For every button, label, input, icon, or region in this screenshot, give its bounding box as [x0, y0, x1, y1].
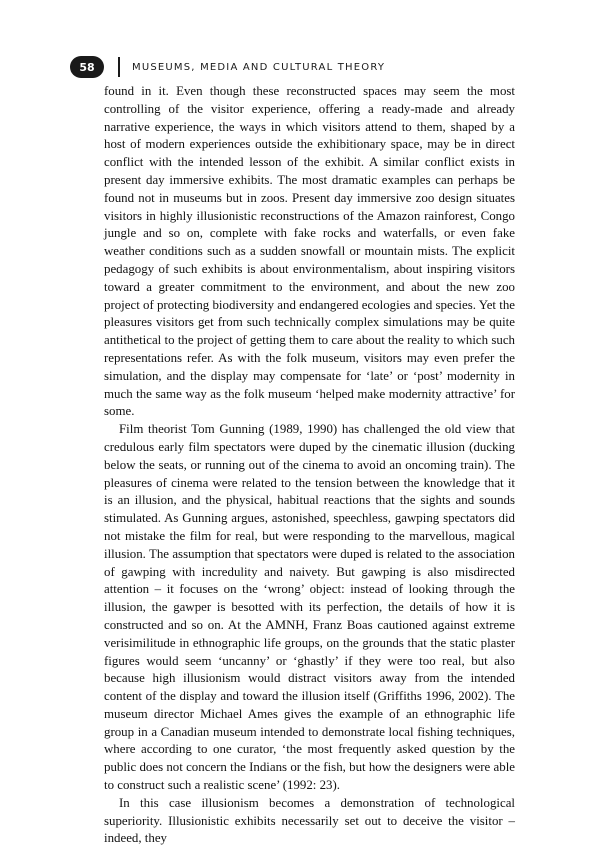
running-title: MUSEUMS, MEDIA AND CULTURAL THEORY	[132, 61, 386, 73]
running-header	[70, 55, 385, 79]
paragraph: In this case illusionism becomes a demonstration of technological superiority. Illusionistic exhibits necessarily set out to deceive the visitor – indeed, they	[104, 795, 515, 846]
paragraph: Film theorist Tom Gunning (1989, 1990) has challenged the old view that credulous early film spectators were duped by the cinematic illusion (ducking below the seats, or running out of the cinema to avoid an oncoming train). The pleasures of cinema were related to the tension between the knowledge that it is an illusion, and the physical, habitual reactions that the sights and sounds stimulated. As Gunning argues, astonished, speechless, gawping spectators did not mistake the film for real, but were responding to the marvellous, magical illusion. The assumption that spectators were duped is related to the association of gawping with incredulity and naivety. But gawping is also misdirected attention – it focuses on the ‘wrong’ object: instead of looking through the illusion, the gawper is besotted with its perfection, the details of how it is constructed and so on. At the AMNH, Franz Boas cautioned against extreme verisimilitude in ethnographic life groups, on the grounds that the static plaster figures would seem ‘uncanny’ or ‘ghastly’ if they were too real, but also because high illusionism would distract visitors away from the intended content of the display and toward the illusion itself (Griffiths 1996, 2002). The museum director Michael Ames gives the example of an ethnographic life group in a Canadian museum intended to demonstrate local fishing techniques, where according to one curator, ‘the most frequently asked question by the public does not concern the Indians or the fish, but how the designers were able to construct such a realistic scene’ (1992: 23).	[104, 422, 515, 793]
page-number: 58	[70, 56, 104, 78]
paragraph: found in it. Even though these reconstructed spaces may seem the most controlling of the visitor experience, offering a ready-made and already narrative experience, the ways in which visitors attend to them, shaped by a host of modern experiences outside the exhibitionary space, may be in direct conflict with the intended lesson of the exhibit. A similar conflict exists in present day immersive exhibits. The most dramatic examples can perhaps be found not in museums but in zoos. Present day immersive zoo design situates visitors in highly illusionistic reconstructions of the Amazon rainforest, Congo jungle and so on, complete with fake rocks and waterfalls, or even fake weather conditions such as a sudden snowfall or mountain mists. The explicit pedagogy of such exhibits is about environmentalism, about inspiring visitors toward a greater commitment to the environment, and about the new zoo project of protecting biodiversity and endangered ecologies and species. Yet the pleasures visitors get from such technically complex simulations may be quite antithetical to the project of getting them to care about the reality to which such representations refer. As with the folk museum, visitors may even prefer the simulation, and the display may compensate for ‘late’ or ‘post’ modernity in much the same way as the folk museum ‘helped make modernity attractive’ for some.	[104, 84, 515, 419]
body-text	[104, 83, 515, 848]
header-divider	[118, 57, 120, 77]
